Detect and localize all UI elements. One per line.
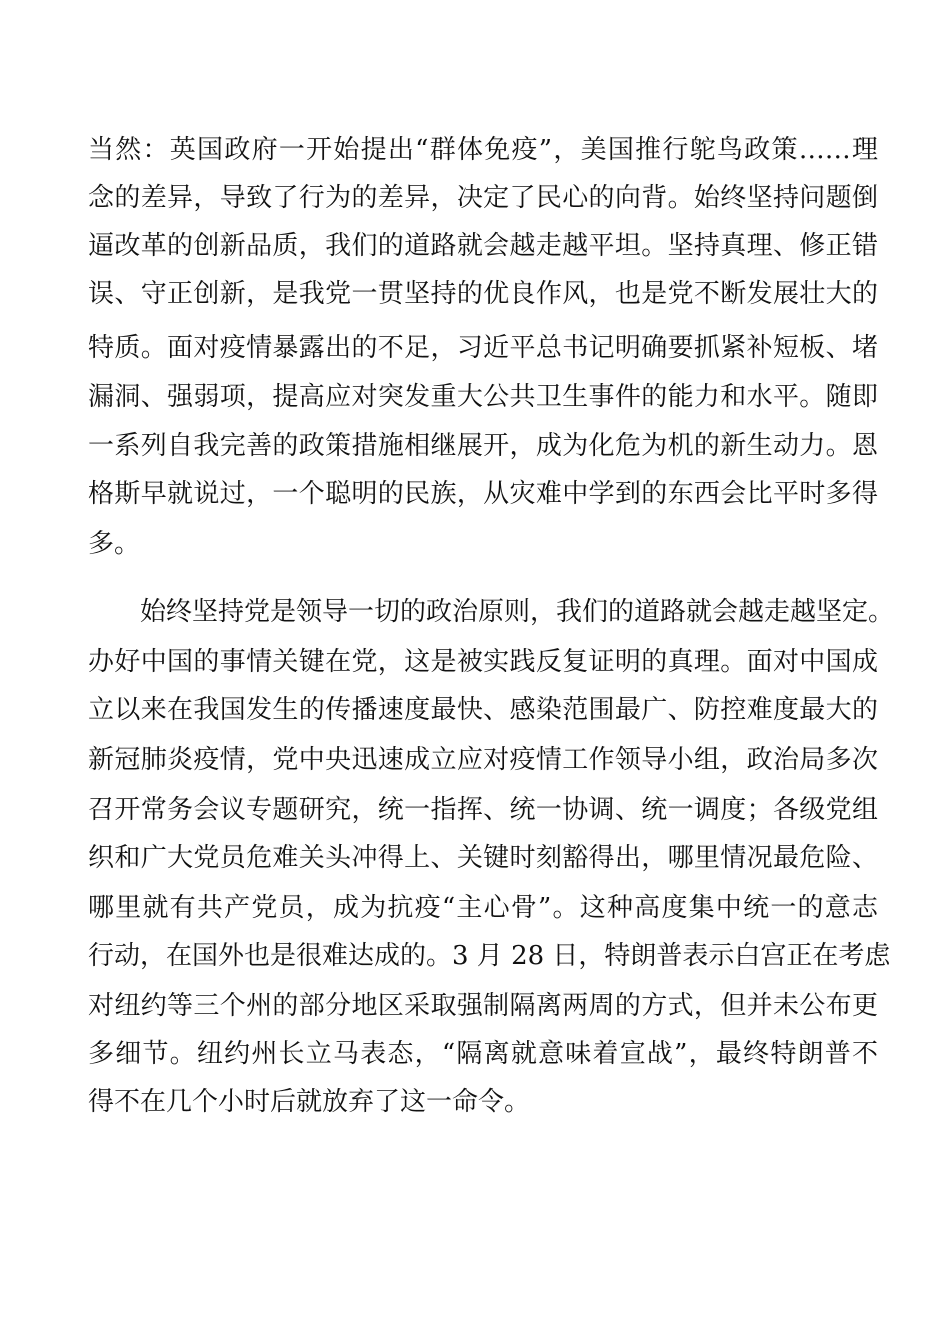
paragraph-line: 多细节。纽约州长立马表态，“隔离就意味着宣战”，最终特朗普不	[88, 1039, 878, 1069]
paragraph-line: 新冠肺炎疫情，党中央迅速成立应对疫情工作领导小组，政治局多次	[88, 745, 878, 775]
paragraph-line: 特质。面对疫情暴露出的不足，习近平总书记明确要抓紧补短板、堵	[88, 333, 878, 363]
paragraph-line: 哪里就有共产党员，成为抗疫“主心骨”。这种高度集中统一的意志	[88, 893, 878, 923]
paragraph-line: 格斯早就说过，一个聪明的民族，从灾难中学到的东西会比平时多得	[88, 479, 878, 509]
paragraph-line: 一系列自我完善的政策措施相继展开，成为化危为机的新生动力。恩	[88, 431, 878, 461]
paragraph-line: 行动，在国外也是很难达成的。3 月 28 日，特朗普表示白宫正在考虑	[88, 941, 891, 971]
paragraph-line: 逼改革的创新品质，我们的道路就会越走越平坦。坚持真理、修正错	[88, 231, 878, 261]
paragraph-line: 立以来在我国发生的传播速度最快、感染范围最广、防控难度最大的	[88, 695, 878, 725]
paragraph-line: 始终坚持党是领导一切的政治原则，我们的道路就会越走越坚定。	[140, 597, 895, 627]
paragraph-line: 召开常务会议专题研究，统一指挥、统一协调、统一调度；各级党组	[88, 795, 878, 825]
paragraph-line: 误、守正创新，是我党一贯坚持的优良作风，也是党不断发展壮大的	[88, 279, 878, 309]
paragraph-line: 漏洞、强弱项，提高应对突发重大公共卫生事件的能力和水平。随即	[88, 382, 878, 412]
paragraph-line: 得不在几个小时后就放弃了这一命令。	[88, 1087, 531, 1117]
paragraph-line: 织和广大党员危难关头冲得上、关键时刻豁得出，哪里情况最危险、	[88, 843, 878, 873]
paragraph-line: 多。	[88, 529, 141, 559]
paragraph-line: 对纽约等三个州的部分地区采取强制隔离两周的方式，但并未公布更	[88, 991, 878, 1021]
paragraph-line: 念的差异，导致了行为的差异，决定了民心的向背。始终坚持问题倒	[88, 183, 878, 213]
paragraph-line: 当然：英国政府一开始提出“群体免疫”，美国推行鸵鸟政策……理	[88, 135, 878, 165]
paragraph-line: 办好中国的事情关键在党，这是被实践反复证明的真理。面对中国成	[88, 647, 878, 677]
